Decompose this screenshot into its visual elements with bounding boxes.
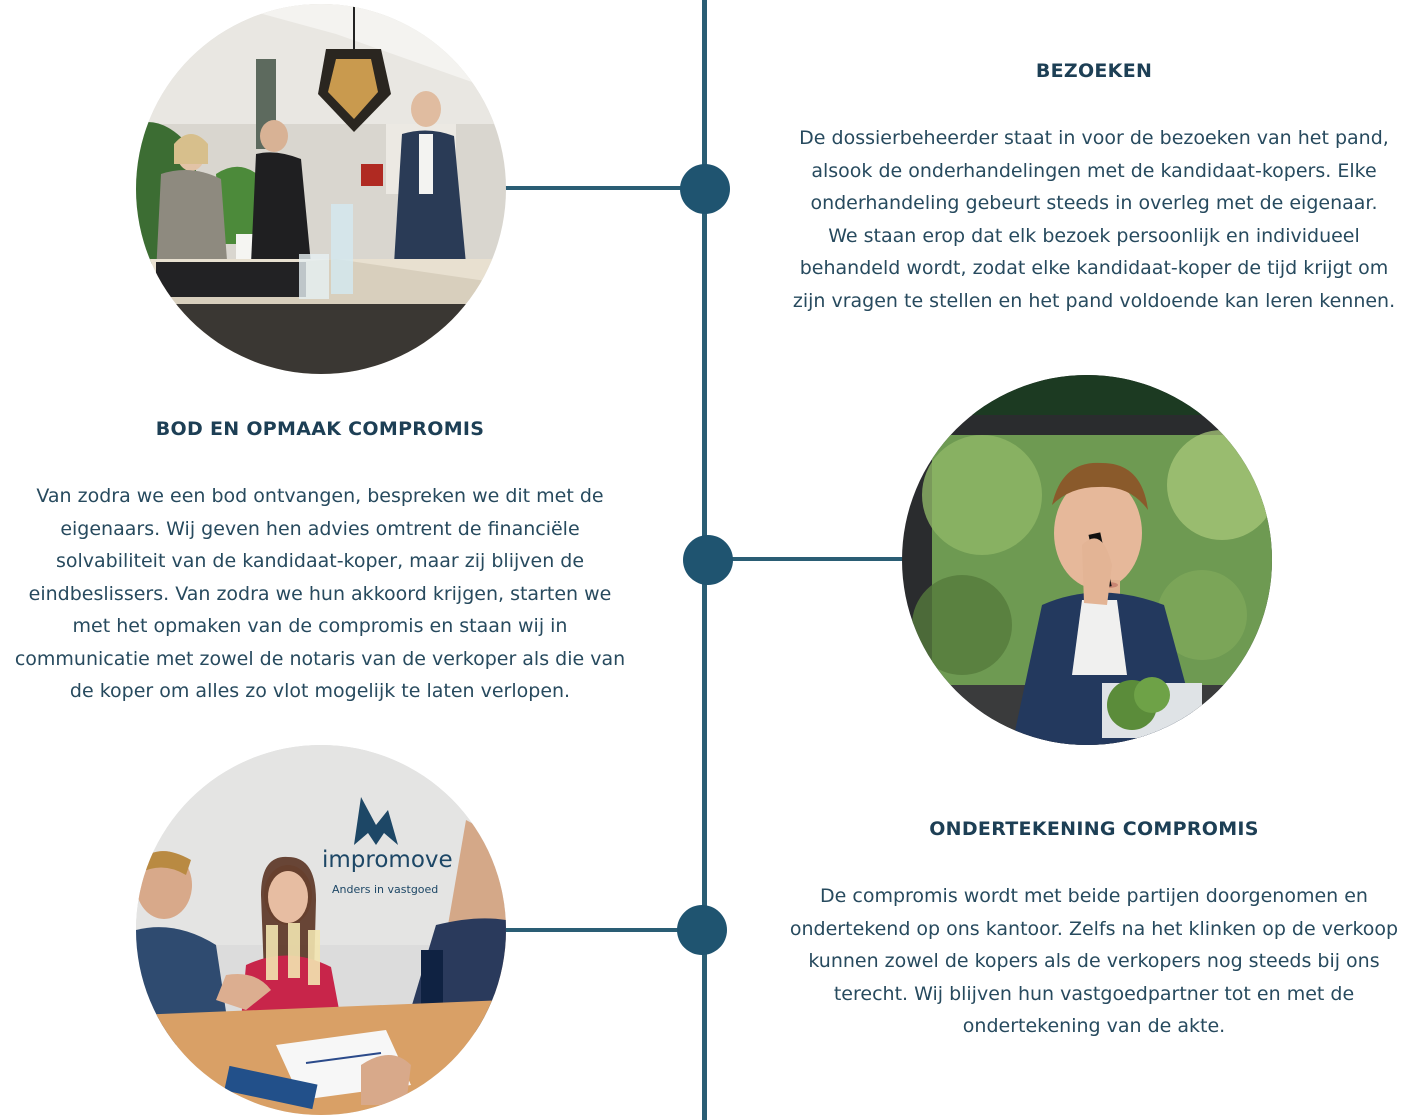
step-bod-en-opmaak bbox=[0, 418, 640, 708]
photo-agent-phone bbox=[902, 375, 1272, 745]
photo-signing-illustration bbox=[136, 745, 506, 1115]
text-line: terecht. Wij blijven hun vastgoedpartner tot en met de bbox=[833, 982, 1355, 1005]
text-line: met het opmaken van de compromis en staan wij in bbox=[72, 615, 568, 637]
text-line: onderhandeling gebeurt steeds in overleg met de eigenaar. bbox=[810, 192, 1378, 214]
text-line: communicatie met zowel de notaris van de verkoper als die van bbox=[14, 647, 626, 670]
step-text-bod bbox=[0, 480, 640, 708]
text-line: eindbeslissers. Van zodra we hun akkoord krijgen, starten we bbox=[28, 582, 612, 605]
step-ondertekening bbox=[774, 818, 1414, 1043]
connector-3 bbox=[505, 928, 705, 932]
connector-1 bbox=[505, 186, 705, 190]
timeline-dot-3 bbox=[677, 905, 727, 955]
photo-viewing-kitchen-illustration bbox=[136, 4, 506, 374]
step-title-bezoeken: BEZOEKEN bbox=[1035, 60, 1153, 82]
text-line: Van zodra we een bod ontvangen, bespreken we dit met de bbox=[36, 485, 604, 507]
timeline-dot-2 bbox=[683, 535, 733, 585]
text-line: de koper om alles zo vlot mogelijk te laten verlopen. bbox=[69, 680, 571, 702]
step-title-bod: BOD EN OPMAAK COMPROMIS bbox=[155, 418, 485, 440]
step-text-ondertekening bbox=[774, 880, 1414, 1043]
text-line: We staan erop dat elk bezoek persoonlijk en individueel bbox=[828, 224, 1360, 247]
connector-2 bbox=[704, 557, 904, 561]
step-text-bezoeken bbox=[774, 122, 1414, 317]
timeline-dot-1 bbox=[680, 164, 730, 214]
step-bezoeken bbox=[774, 60, 1414, 317]
text-line: ondertekend op ons kantoor. Zelfs na het klinken op de verkoop bbox=[789, 917, 1399, 940]
text-line: De dossierbeheerder staat in voor de bezoeken van het pand, bbox=[799, 127, 1389, 149]
step-title-ondertekening: ONDERTEKENING COMPROMIS bbox=[929, 818, 1259, 840]
text-line: eigenaars. Wij geven hen advies omtrent de financiële bbox=[60, 517, 580, 540]
text-line: De compromis wordt met beide partijen doorgenomen en bbox=[820, 885, 1368, 907]
text-line: ondertekening van de akte. bbox=[962, 1015, 1226, 1037]
text-line: solvabiliteit van de kandidaat-koper, maar zij blijven de bbox=[55, 550, 585, 572]
text-line: behandeld wordt, zodat elke kandidaat-koper de tijd krijgt om bbox=[799, 257, 1389, 279]
text-line: alsook de onderhandelingen met de kandidaat-kopers. Elke bbox=[811, 159, 1377, 182]
text-line: kunnen zowel de kopers als de verkopers nog steeds bij ons bbox=[808, 950, 1380, 972]
impromove-tagline: Anders in vastgoed bbox=[332, 883, 439, 896]
text-line: zijn vragen te stellen en het pand voldoende kan leren kennen. bbox=[792, 289, 1396, 312]
photo-agent-phone-illustration bbox=[902, 375, 1272, 745]
impromove-wordmark: impromove bbox=[322, 847, 453, 873]
photo-viewing-kitchen bbox=[136, 4, 506, 374]
photo-signing-celebration bbox=[136, 745, 506, 1115]
